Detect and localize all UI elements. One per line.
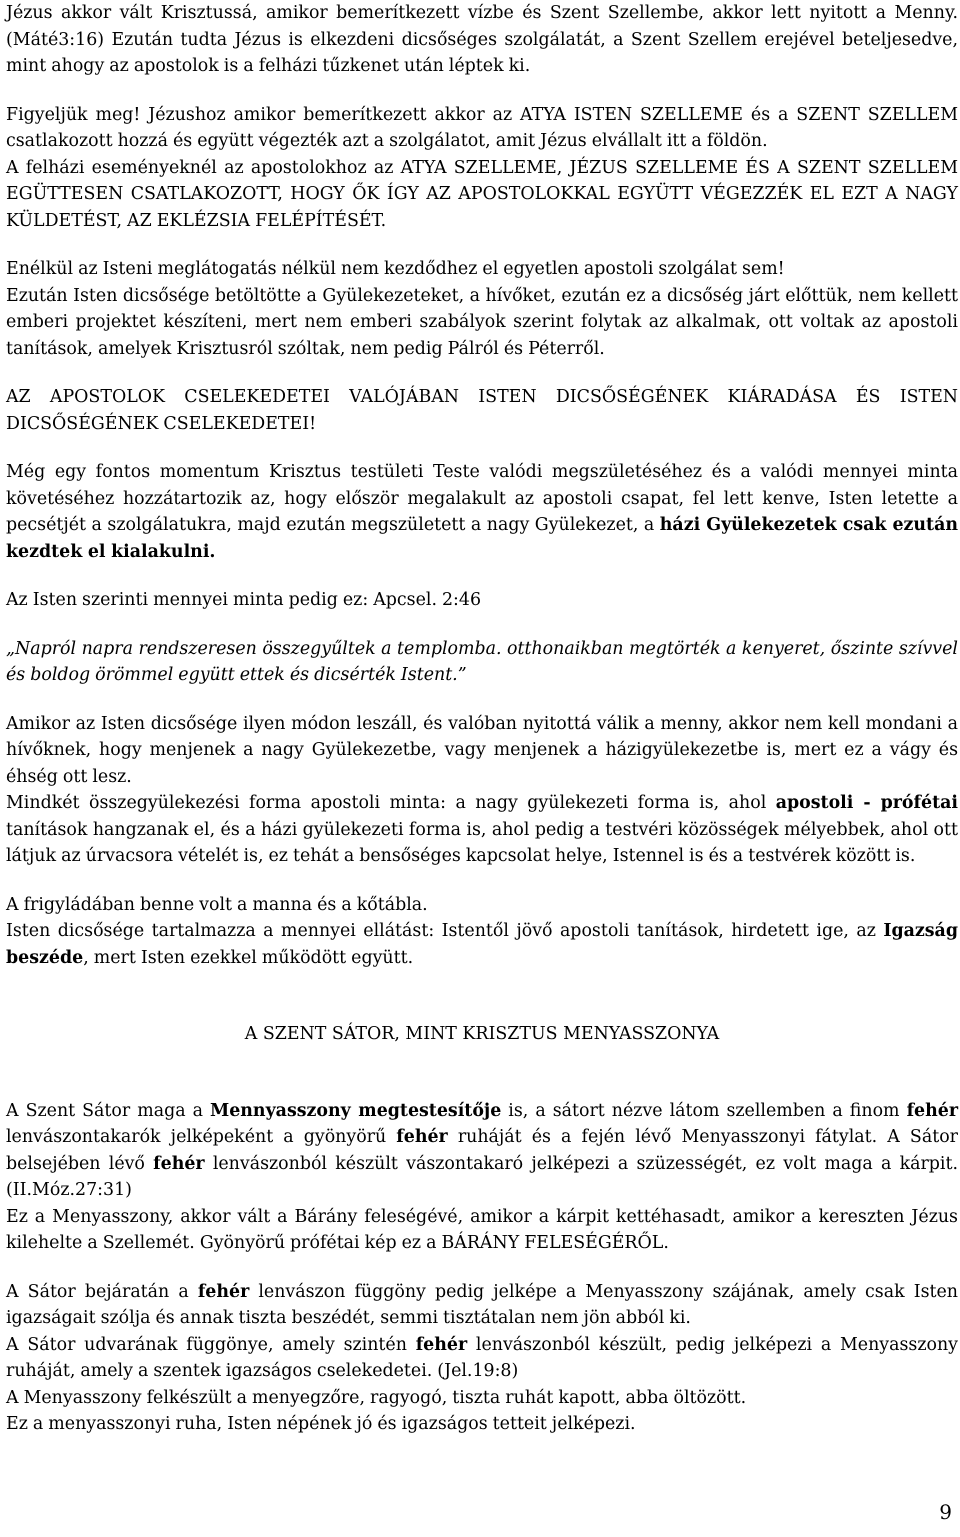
text-run: Még egy fontos momentum Krisztus testületi Teste valódi megszületéséhez és a valódi mennyei minta követéséhez hozzátartozik az, hogy először megalakult az apostoli csapat, fel lett kenve, Isten letette a pecsétjét a szolgálatukra, majd ezután megszületett a nagy Gyülekezet, a xyxy=(6,462,958,535)
text-run: lenvászontakarók jelképeként a gyönyörű xyxy=(6,1127,397,1147)
text-run: A Sátor bejáratán a xyxy=(6,1281,198,1302)
bold-text-run: fehér xyxy=(906,1100,958,1121)
bold-text-run: apostoli - prófétai xyxy=(775,793,958,813)
text-run: lenvászonból készült vászontakaró jelképezi a szüzességét, ez volt maga a kárpit. (II.Móz.27:31) xyxy=(6,1153,958,1200)
paragraph-tabernacle-bride xyxy=(6,1098,958,1204)
paragraph-bride-prepared: A Menyasszony felkészült a menyegzőre, ragyogó, tiszta ruhát kapott, abba öltözött. xyxy=(6,1387,747,1408)
paragraph-important-moment xyxy=(6,459,958,565)
bold-text-run: Mennyasszony megtestesítője xyxy=(209,1100,502,1121)
paragraph-lamb-wife: Ez a Menyasszony, akkor vált a Bárány feleségévé, amikor a kárpit kettéhasadt, amikor a kereszten Jézus kilehelte a Szellemét. Gyönyörű prófétai kép ez a BÁRÁNY FELESÉGÉRŐL. xyxy=(6,1206,958,1253)
paragraph-courtyard-curtain xyxy=(6,1332,958,1385)
paragraph-heavenly-pattern: Az Isten szerinti mennyei minta pedig ez: Apcsel. 2:46 xyxy=(6,590,482,610)
paragraph-glory-descends: Amikor az Isten dicsősége ilyen módon leszáll, és valóban nyitottá válik a menny, akkor nem kell mondani a hívőknek, hogy menjenek a nagy Gyülekezetbe, vagy menjenek a házigyülekezetbe is, mert ez a vágy és éhség ott lesz. xyxy=(6,713,958,787)
bold-text-run: fehér xyxy=(415,1334,468,1355)
section-heading: A SZENT SÁTOR, MINT KRISZTUS MENYASSZONYA xyxy=(244,1024,720,1044)
paragraph-without-visitation: Enélkül az Isteni meglátogatás nélkül nem kezdődhez el egyetlen apostoli szolgálat sem! xyxy=(6,259,785,279)
text-run: lenvászon függöny pedig jelképe a Menyasszony szájának, amely csak Isten igazságait szólja és annak tiszta beszédét, semmi tisztátalan nem jön abból ki. xyxy=(6,1281,959,1328)
text-run: tanítások hangzanak el, és a házi gyülekezeti forma is, ahol pedig a testvéri közösségek mélyebbek, ahol ott látjuk az úrvacsora vételét is, ez tehát a bensőséges kapcsolat helye, Istennel is és a testvérek között is. xyxy=(6,819,958,866)
paragraph-scripture-quote xyxy=(6,636,958,689)
paragraph-ark: A frigyládában benne volt a manna és a kőtábla. xyxy=(6,894,428,915)
text-run: Isten dicsősége tartalmazza a mennyei ellátást: Istentől jövő apostoli tanítások, hirdetett ige, az xyxy=(6,921,884,941)
bold-text-run: házi Gyülekezetek csak ezután kezdtek el kialakulni. xyxy=(6,515,958,562)
page-number: 9 xyxy=(939,1500,952,1524)
text-run: lenvászonból készült, pedig jelképezi a Menyasszony ruháját, amely a szentek igazságos cselekedetei. (Jel.19:8) xyxy=(6,1334,958,1381)
paragraph-bridal-dress: Ez a menyasszonyi ruha, Isten népének jó és igazságos tetteit jelképezi. xyxy=(6,1414,636,1434)
italic-quote: „Napról napra rendszeresen összegyűltek a templomba. otthonaikban megtörték a kenyeret, őszinte szívvel és boldog örömmel együtt ettek és dicsérték Istent.” xyxy=(6,638,958,685)
paragraph-upper-room: A felházi eseményeknél az apostolokhoz az ATYA SZELLEME, JÉZUS SZELLEME ÉS A SZENT SZELLEM EGÜTTESEN CSATLAKOZOTT, HOGY ŐK ÍGY AZ APOSTOLOKKAL EGYÜTT VÉGEZZÉK EL EZT A NAGY KÜLDETÉST, AZ EKLÉZSIA FELÉPÍTÉSÉT. xyxy=(6,157,958,231)
bold-text-run: Igazság beszéde xyxy=(6,921,958,968)
text-run: is, a sátort nézve látom szellemben a finom xyxy=(501,1100,907,1121)
paragraph-observe: Figyeljük meg! Jézushoz amikor bemerítkezett akkor az ATYA ISTEN SZELLEME és a SZENT SZELLEM csatlakozott hozzá és együtt végezték azt a szolgálatot, amit Jézus elvállalt itt a földön. xyxy=(6,104,958,151)
paragraph-both-forms xyxy=(6,790,958,870)
text-run: , mert Isten ezekkel működött együtt. xyxy=(83,947,414,968)
text-run: A Szent Sátor maga a xyxy=(6,1100,210,1121)
paragraph-provision xyxy=(6,918,958,971)
text-run: Mindkét összegyülekezési forma apostoli minta: a nagy gyülekezeti forma is, ahol xyxy=(6,793,776,813)
bold-text-run: fehér xyxy=(197,1281,250,1302)
text-run: A Sátor udvarának függönye, amely szintén xyxy=(6,1334,416,1355)
paragraph-acts-glory: AZ APOSTOLOK CSELEKEDETEI VALÓJÁBAN ISTEN DICSŐSÉGÉNEK KIÁRADÁSA ÉS ISTEN DICSŐSÉGÉNEK CSELEKEDETEI! xyxy=(6,387,958,434)
bold-text-run: fehér xyxy=(153,1153,205,1174)
bold-text-run: fehér xyxy=(396,1127,448,1147)
document-page xyxy=(6,0,958,1438)
text-run: ruháját és a fején lévő Menyasszonyi fátylat. A Sátor belsejében lévő xyxy=(6,1127,958,1174)
paragraph-glory-filled: Ezután Isten dicsősége betöltötte a Gyülekezeteket, a hívőket, ezután ez a dicsőség járt előttük, nem kellett emberi projektet készíteni, mert nem emberi szabályok szerint folytak az alkalmak, ott voltak az apostoli tanítások, amelyek Krisztusról szóltak, nem pedig Pálról és Péterről. xyxy=(6,285,958,359)
paragraph-jesus-baptism: Jézus akkor vált Krisztussá, amikor bemerítkezett vízbe és Szent Szellembe, akkor lett nyitott a Menny. (Máté3:16) Ezután tudta Jézus is elkezdeni dicsőséges szolgálatát, a Szent Szellem erejével beteljesedve, mint ahogy az apostolok is a felházi tűzkenet után léptek ki. xyxy=(6,3,958,76)
paragraph-entrance-curtain xyxy=(6,1279,958,1332)
